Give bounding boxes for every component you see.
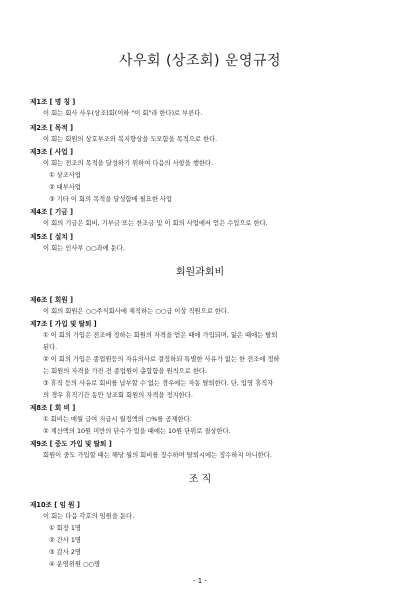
article-3-title: 제3조 [ 사업 ] [30,148,73,156]
article-7-line-3: ② 이 회의 가입은 종업원등의 자유의사로 결정하되 특별한 사유가 없는 한 전조에 정하 [43,356,280,363]
article-7-line-4: 는 회원의 자격을 가진 전 종업원이 총합함을 원칙으로 한다. [43,368,208,375]
article-1-line-1: 이 회는 회사 사우(상조)회(이하 "이 회"라 한다)로 부른다. [43,110,203,117]
article-7-line-1: ① 이 회의 가입은 전조에 정하는 회원의 자격을 얻은 때에 가입되며, 잃은 때에는 탈퇴 [43,332,278,339]
article-7-line-5: ③ 휴직 등의 사유로 회비를 납부할 수 없는 경우에는 자동 탈퇴한다. 단, 입영 휴직자 [43,380,274,387]
document-title: 사우회 (상조회) 운영규정 [118,53,282,69]
article-8-line-1: ① 회비는 매월 급여 지급시 월정액의 ○%를 공제한다. [43,416,192,423]
article-10-item-1: ① 회장 1명 [49,525,81,532]
article-3-item-3: ③ 기타 이 회의 목적을 달성함에 필요한 사업 [49,196,173,203]
article-4-title: 제4조 [ 기금 ] [30,208,73,216]
section-heading-organization: 조 직 [188,474,212,485]
article-6-title: 제6조 [ 회원 ] [30,296,73,304]
article-5-title: 제5조 [ 설치 ] [30,233,73,241]
article-10-line-1: 이 회는 다음 각호의 임원을 둔다. [43,513,135,520]
article-6-line-1: 이 회의 회원은 ○○주식회사에 재직하는 ○○급 이상 직원으로 한다. [43,308,229,315]
article-7-line-6: 의 경우 휴직기간 동안 상조회 회원의 자격을 정지한다. [43,392,193,399]
article-2-title: 제2조 [ 목적 ] [30,124,73,132]
article-1-title: 제1조 [ 명 칭 ] [30,98,76,106]
article-10-item-4: ④ 운영위원 ○○명 [49,561,101,568]
article-9-line-1: 회원이 중도 가입할 때는 해당 월의 회비를 징수하며 탈퇴시에는 징수하지 아니한다. [43,452,272,459]
article-10-item-2: ② 간사 1명 [49,537,81,544]
article-7-title: 제7조 [ 가입 및 탈퇴 ] [30,320,97,328]
article-4-line-1: 이 회의 기금은 회비, 기부금 또는 찬조금 및 이 회의 사업에서 얻은 수입으로 한다. [43,220,268,227]
article-8-line-2: ② 계산액의 10원 미만의 단수가 있을 때에는 10원 단위로 절상한다. [43,428,231,435]
article-3-item-2: ② 대부사업 [49,184,81,191]
article-3-line-1: 이 회는 전조의 목적을 달성하기 위하여 다음의 사항을 행한다. [43,160,214,167]
page-number: - 1 - [193,577,207,585]
article-9-title: 제9조 [ 중도 가입 및 탈퇴 ] [30,440,112,448]
article-7-line-2: 된다. [43,344,58,351]
article-2-line-1: 이 회는 회원의 상호부조와 복지향상을 도모함을 목적으로 한다. [43,136,218,143]
article-10-item-3: ③ 감사 2명 [49,549,81,556]
article-10-title: 제10조 [ 임 원 ] [30,501,80,509]
article-3-item-1: ① 상조사업 [49,172,81,179]
article-5-line-1: 이 회는 인사부 ○○과에 둔다. [43,245,125,252]
section-heading-membership: 회원과회비 [175,267,225,278]
article-8-title: 제8조 [ 회 비 ] [30,404,76,412]
